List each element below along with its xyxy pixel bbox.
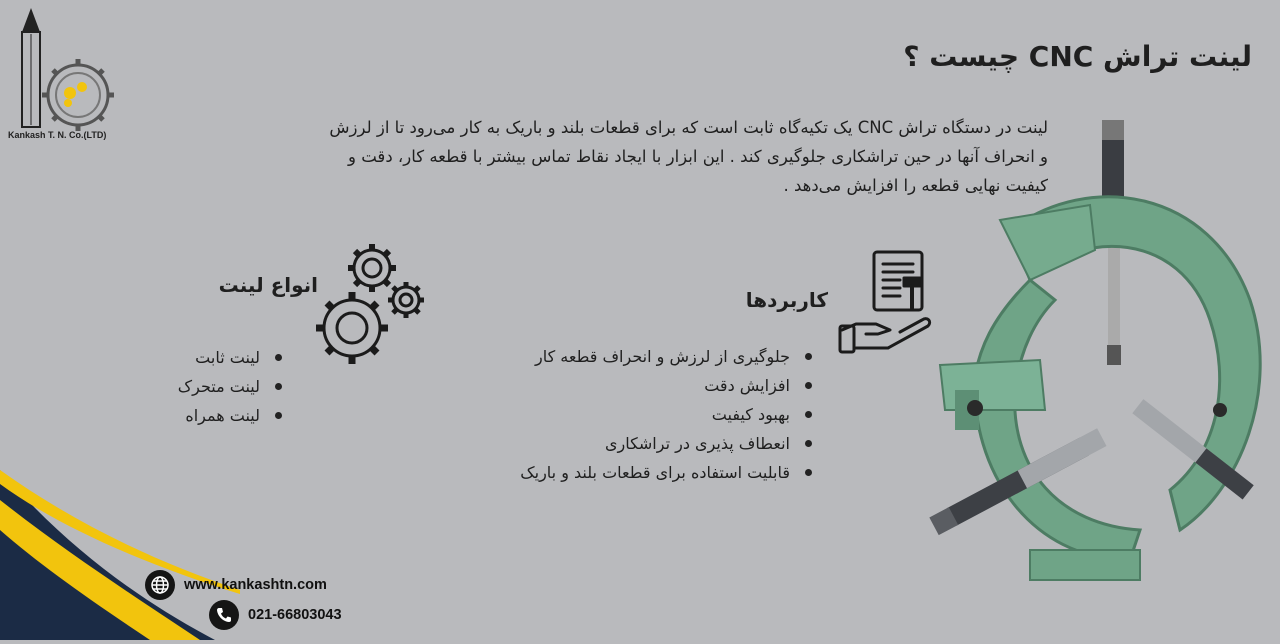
list-item: قابلیت استفاده برای قطعات بلند و باریک xyxy=(520,458,814,487)
website-link[interactable]: www.kankashtn.com xyxy=(184,577,327,593)
list-item: لینت همراه xyxy=(178,401,284,430)
list-item: لینت متحرک xyxy=(178,372,284,401)
list-item: انعطاف پذیری در تراشکاری xyxy=(520,429,814,458)
steady-rest-image xyxy=(880,110,1270,644)
types-heading: انواع لینت xyxy=(218,273,318,297)
company-logo xyxy=(0,0,130,150)
applications-heading: کاربردها xyxy=(745,288,828,312)
logo-label: Kankash T. N. Co.(LTD) xyxy=(8,130,107,140)
page-title: لینت تراش CNC چیست ؟ xyxy=(903,40,1252,73)
list-item: افزایش دقت xyxy=(520,371,814,400)
intro-paragraph: لینت در دستگاه تراش CNC یک تکیه‌گاه ثابت است که برای قطعات بلند و باریک به کار می‌رود تا از لرزش و انحراف آنها در حین تراشکاری جلوگیری کند . این ابزار با ایجاد نقاط تماس بیشتر با قطعه کار، دقت و کیفیت نهایی قطعه را افزایش می‌دهد . xyxy=(329,118,1048,195)
gears-icon xyxy=(308,238,430,372)
globe-icon xyxy=(145,570,175,600)
phone-icon xyxy=(209,600,239,630)
website-row xyxy=(145,570,327,600)
phone-number[interactable]: 021-66803043 xyxy=(248,607,342,623)
list-item: جلوگیری از لرزش و انحراف قطعه کار xyxy=(520,342,814,371)
decorative-swoosh xyxy=(0,380,240,644)
phone-row xyxy=(209,600,342,630)
applications-list xyxy=(520,342,814,487)
list-item: لینت ثابت xyxy=(178,343,284,372)
list-item: بهبود کیفیت xyxy=(520,400,814,429)
